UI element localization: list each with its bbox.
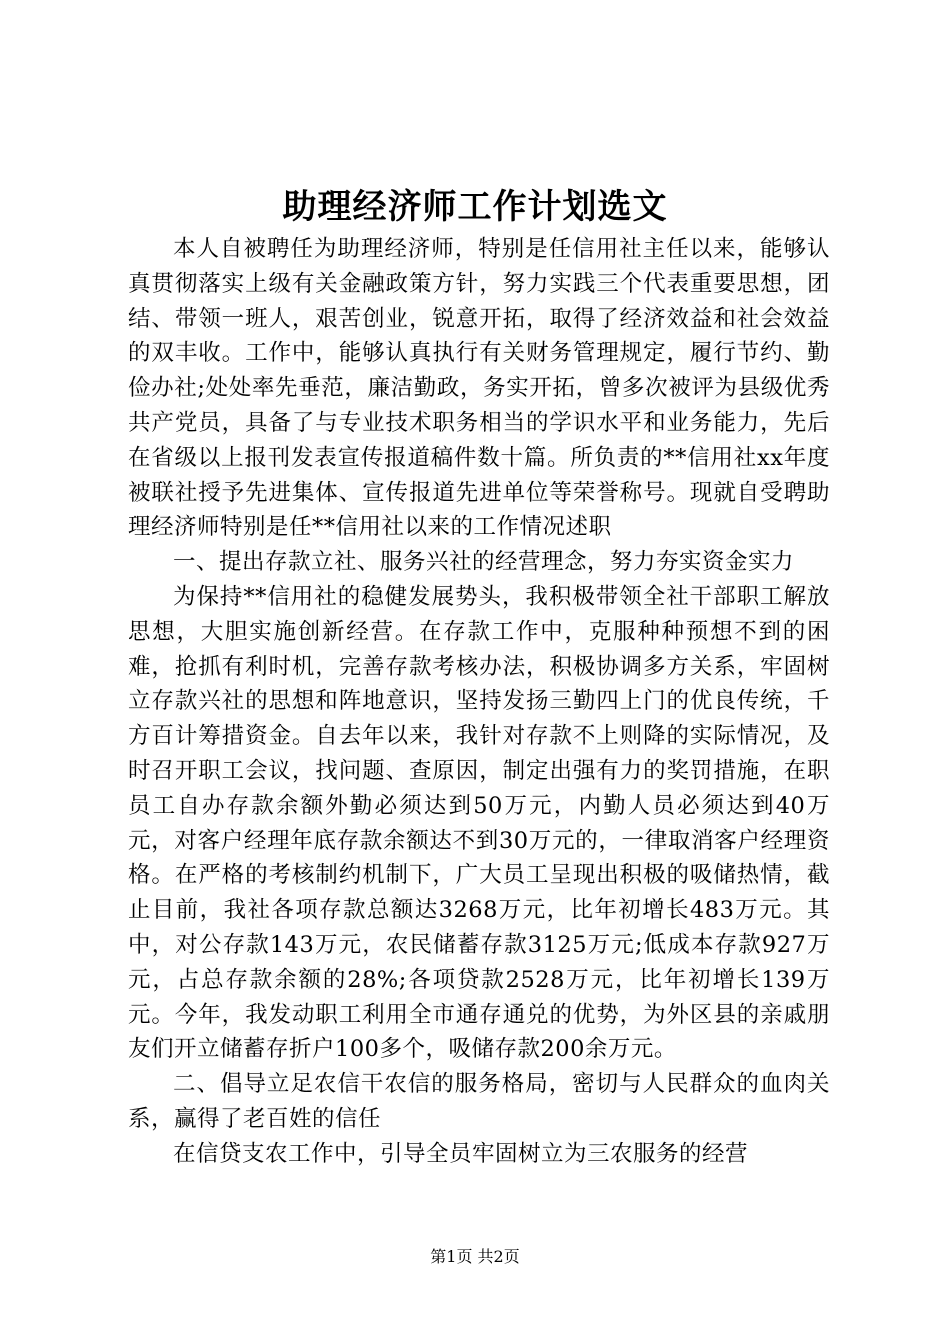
section-heading-2: 二、倡导立足农信干农信的服务格局，密切与人民群众的血肉关系，赢得了老百姓的信任: [128, 1071, 830, 1132]
paragraph-intro: 本人自被聘任为助理经济师，特别是任信用社主任以来，能够认真贯彻落实上级有关金融政策方针，努力实践三个代表重要思想，团结、带领一班人，艰苦创业，锐意开拓，取得了经济效益和社会效益的双丰收。工作中，能够认真执行有关财务管理规定，履行节约、勤俭办社;处处率先垂范，廉洁勤政，务实开拓，曾多次被评为县级优秀共产党员，具备了与专业技术职务相当的学识水平和业务能力，先后在省级以上报刊发表宣传报道稿件数十篇。所负责的**信用社xx年度被联社授予先进集体、宣传报道先进单位等荣誉称号。现就自受聘助理经济师特别是任**信用社以来的工作情况述职: [128, 236, 830, 541]
document-body: [128, 232, 830, 1172]
section-heading-1: 一、提出存款立社、服务兴社的经营理念，努力夯实资金实力: [173, 549, 795, 576]
paragraph-credit: 在信贷支农工作中，引导全员牢固树立为三农服务的经营: [173, 1140, 749, 1167]
paragraph-deposits: 为保持**信用社的稳健发展势头，我积极带领全社干部职工解放思想，大胆实施创新经营。在存款工作中，克服种种预想不到的困难，抢抓有利时机，完善存款考核办法，积极协调多方关系，牢固树立存款兴社的思想和阵地意识，坚持发扬三勤四上门的优良传统，千方百计筹措资金。自去年以来，我针对存款不上则降的实际情况，及时召开职工会议，找问题、查原因，制定出强有力的奖罚措施，在职员工自办存款余额外勤必须达到50万元，内勤人员必须达到40万元，对客户经理年底存款余额达不到30万元的，一律取消客户经理资格。在严格的考核制约机制下，广大员工呈现出积极的吸储热情，截止目前，我社各项存款总额达3268万元，比年初增长483万元。其中，对公存款143万元，农民储蓄存款3125万元;低成本存款927万元，占总存款余额的28%;各项贷款2528万元，比年初增长139万元。今年，我发动职工利用全市通存通兑的优势，为外区县的亲戚朋友们开立储蓄存折户100多个，吸储存款200余万元。: [128, 583, 830, 1063]
document-title: 助理经济师工作计划选文: [282, 187, 668, 227]
page-footer: 第1页 共2页: [430, 1247, 520, 1266]
